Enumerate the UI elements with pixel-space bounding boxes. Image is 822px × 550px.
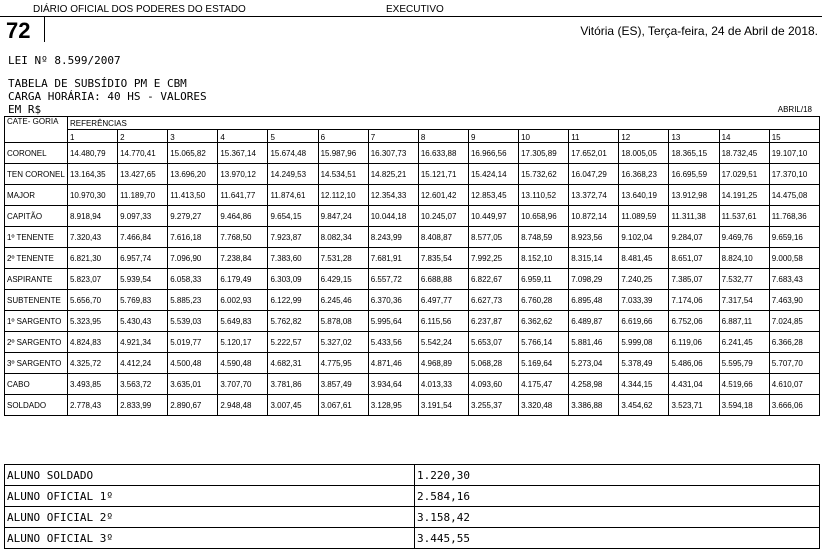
salary-value: 7.992,25 [468, 248, 518, 269]
salary-value: 4.412,24 [118, 353, 168, 374]
salary-value: 9.654,15 [268, 206, 318, 227]
salary-value: 5.327,02 [318, 332, 368, 353]
rank-label: SUBTENENTE [5, 290, 68, 311]
salary-value: 10.245,07 [418, 206, 468, 227]
salary-value: 13.372,74 [569, 185, 619, 206]
salary-value: 3.454,62 [619, 395, 669, 416]
salary-value: 8.243,99 [368, 227, 418, 248]
student-row [5, 465, 820, 486]
salary-value: 9.097,33 [118, 206, 168, 227]
student-row [5, 486, 820, 507]
salary-value: 2.778,43 [67, 395, 117, 416]
salary-value: 3.523,71 [669, 395, 719, 416]
salary-value: 7.096,90 [168, 248, 218, 269]
subsidy-table [4, 116, 820, 416]
salary-value: 13.696,20 [168, 164, 218, 185]
salary-value: 7.383,60 [268, 248, 318, 269]
rank-label: TEN CORONEL [5, 164, 68, 185]
reference-number: 1 [67, 130, 117, 143]
salary-value: 8.577,05 [468, 227, 518, 248]
table-row [5, 395, 820, 416]
salary-value: 7.033,39 [619, 290, 669, 311]
salary-value: 17.305,89 [519, 143, 569, 164]
rank-label: CAPITÃO [5, 206, 68, 227]
salary-value: 4.871,46 [368, 353, 418, 374]
salary-value: 6.241,45 [719, 332, 769, 353]
table-row [5, 227, 820, 248]
salary-value: 5.378,49 [619, 353, 669, 374]
salary-value: 6.303,09 [268, 269, 318, 290]
table-row [5, 185, 820, 206]
salary-value: 14.770,41 [118, 143, 168, 164]
reference-number: 4 [218, 130, 268, 143]
salary-value: 14.249,53 [268, 164, 318, 185]
salary-value: 14.534,51 [318, 164, 368, 185]
reference-number: 11 [569, 130, 619, 143]
salary-value: 11.874,61 [268, 185, 318, 206]
salary-value: 4.610,07 [769, 374, 819, 395]
salary-value: 9.279,27 [168, 206, 218, 227]
rank-label: 1º SARGENTO [5, 311, 68, 332]
rank-label: 1º TENENTE [5, 227, 68, 248]
salary-value: 13.110,52 [519, 185, 569, 206]
salary-value: 5.486,06 [669, 353, 719, 374]
salary-value: 13.912,98 [669, 185, 719, 206]
salary-value: 15.065,82 [168, 143, 218, 164]
salary-value: 9.469,76 [719, 227, 769, 248]
salary-value: 7.238,84 [218, 248, 268, 269]
salary-value: 6.627,73 [468, 290, 518, 311]
rank-label: CORONEL [5, 143, 68, 164]
rank-label: CABO [5, 374, 68, 395]
salary-value: 6.821,30 [67, 248, 117, 269]
date-line: Vitória (ES), Terça-feira, 24 de Abril de 2018. [580, 24, 818, 38]
reference-number: 3 [168, 130, 218, 143]
salary-value: 3.255,37 [468, 395, 518, 416]
table-row [5, 374, 820, 395]
salary-value: 6.688,88 [418, 269, 468, 290]
salary-value: 4.500,48 [168, 353, 218, 374]
salary-value: 5.762,82 [268, 311, 318, 332]
salary-value: 3.563,72 [118, 374, 168, 395]
salary-value: 15.674,48 [268, 143, 318, 164]
salary-value: 7.531,28 [318, 248, 368, 269]
salary-value: 6.237,87 [468, 311, 518, 332]
reference-number: 2 [118, 130, 168, 143]
salary-value: 5.542,24 [418, 332, 468, 353]
salary-value: 16.047,29 [569, 164, 619, 185]
currency-line: EM R$ [8, 103, 42, 116]
salary-value: 4.921,34 [118, 332, 168, 353]
salary-value: 3.191,54 [418, 395, 468, 416]
rank-label: 2º SARGENTO [5, 332, 68, 353]
salary-value: 5.881,46 [569, 332, 619, 353]
reference-number: 15 [769, 130, 819, 143]
rank-label: MAJOR [5, 185, 68, 206]
salary-value: 3.857,49 [318, 374, 368, 395]
salary-value: 5.430,43 [118, 311, 168, 332]
salary-value: 11.768,36 [769, 206, 819, 227]
table-row [5, 269, 820, 290]
salary-value: 2.833,99 [118, 395, 168, 416]
salary-value: 4.175,47 [519, 374, 569, 395]
salary-value: 7.174,06 [669, 290, 719, 311]
reference-number: 5 [268, 130, 318, 143]
salary-value: 13.427,65 [118, 164, 168, 185]
salary-value: 3.007,45 [268, 395, 318, 416]
workload-line: CARGA HORÁRIA: 40 HS - VALORES [8, 90, 207, 103]
salary-value: 4.682,31 [268, 353, 318, 374]
salary-value: 10.658,96 [519, 206, 569, 227]
salary-value: 7.463,90 [769, 290, 819, 311]
salary-value: 8.408,87 [418, 227, 468, 248]
salary-value: 3.386,88 [569, 395, 619, 416]
salary-value: 8.651,07 [669, 248, 719, 269]
salary-value: 9.659,16 [769, 227, 819, 248]
salary-value: 7.024,85 [769, 311, 819, 332]
salary-value: 5.707,70 [769, 353, 819, 374]
reference-number-row [5, 130, 820, 143]
salary-value: 7.616,18 [168, 227, 218, 248]
salary-value: 4.775,95 [318, 353, 368, 374]
reference-number: 8 [418, 130, 468, 143]
salary-value: 6.370,36 [368, 290, 418, 311]
salary-value: 5.999,08 [619, 332, 669, 353]
salary-value: 14.480,79 [67, 143, 117, 164]
rank-label: SOLDADO [5, 395, 68, 416]
referencias-header: REFERÊNCIAS [67, 117, 819, 130]
salary-value: 16.368,23 [619, 164, 669, 185]
student-value: 1.220,30 [415, 465, 820, 486]
table-row [5, 248, 820, 269]
salary-value: 5.939,54 [118, 269, 168, 290]
reference-number: 12 [619, 130, 669, 143]
salary-value: 5.273,04 [569, 353, 619, 374]
salary-value: 15.121,71 [418, 164, 468, 185]
student-label: ALUNO OFICIAL 2º [5, 507, 415, 528]
salary-value: 4.590,48 [218, 353, 268, 374]
salary-value: 11.641,77 [218, 185, 268, 206]
salary-value: 3.128,95 [368, 395, 418, 416]
salary-value: 10.970,30 [67, 185, 117, 206]
salary-value: 7.681,91 [368, 248, 418, 269]
salary-value: 15.367,14 [218, 143, 268, 164]
salary-value: 4.093,60 [468, 374, 518, 395]
salary-value: 5.222,57 [268, 332, 318, 353]
salary-value: 7.923,87 [268, 227, 318, 248]
salary-value: 15.732,62 [519, 164, 569, 185]
table-title: TABELA DE SUBSÍDIO PM E CBM [8, 77, 187, 90]
reference-number: 7 [368, 130, 418, 143]
salary-value: 16.966,56 [468, 143, 518, 164]
salary-value: 3.635,01 [168, 374, 218, 395]
salary-value: 15.987,96 [318, 143, 368, 164]
salary-value: 8.923,56 [569, 227, 619, 248]
salary-value: 10.044,18 [368, 206, 418, 227]
salary-value: 4.968,89 [418, 353, 468, 374]
salary-value: 4.519,66 [719, 374, 769, 395]
salary-value: 3.934,64 [368, 374, 418, 395]
table-row [5, 353, 820, 374]
month-label: ABRIL/18 [777, 105, 812, 114]
salary-value: 14.191,25 [719, 185, 769, 206]
reference-number: 6 [318, 130, 368, 143]
salary-value: 5.323,95 [67, 311, 117, 332]
salary-value: 6.957,74 [118, 248, 168, 269]
salary-value: 6.366,28 [769, 332, 819, 353]
salary-value: 6.115,56 [418, 311, 468, 332]
salary-value: 11.311,38 [669, 206, 719, 227]
salary-value: 14.475,08 [769, 185, 819, 206]
salary-value: 16.307,73 [368, 143, 418, 164]
salary-value: 6.002,93 [218, 290, 268, 311]
table-row [5, 332, 820, 353]
page-number: 72 [6, 18, 31, 43]
law-number: LEI Nº 8.599/2007 [8, 54, 121, 67]
salary-value: 7.532,77 [719, 269, 769, 290]
salary-value: 7.098,29 [569, 269, 619, 290]
salary-value: 6.122,99 [268, 290, 318, 311]
salary-value: 6.895,48 [569, 290, 619, 311]
salary-value: 18.732,45 [719, 143, 769, 164]
header-row [5, 117, 820, 130]
salary-value: 5.823,07 [67, 269, 117, 290]
reference-number: 9 [468, 130, 518, 143]
salary-value: 17.370,10 [769, 164, 819, 185]
salary-value: 3.666,06 [769, 395, 819, 416]
salary-value: 15.424,14 [468, 164, 518, 185]
salary-value: 4.824,83 [67, 332, 117, 353]
salary-value: 3.707,70 [218, 374, 268, 395]
salary-value: 7.385,07 [669, 269, 719, 290]
student-value: 3.158,42 [415, 507, 820, 528]
table-row [5, 143, 820, 164]
salary-value: 3.594,18 [719, 395, 769, 416]
table-row [5, 290, 820, 311]
salary-value: 5.649,83 [218, 311, 268, 332]
salary-value: 7.835,54 [418, 248, 468, 269]
salary-value: 12.112,10 [318, 185, 368, 206]
salary-value: 6.760,28 [519, 290, 569, 311]
salary-value: 5.539,03 [168, 311, 218, 332]
salary-value: 5.769,83 [118, 290, 168, 311]
salary-value: 6.058,33 [168, 269, 218, 290]
salary-value: 12.354,33 [368, 185, 418, 206]
salary-value: 5.068,28 [468, 353, 518, 374]
salary-value: 5.120,17 [218, 332, 268, 353]
student-row [5, 507, 820, 528]
salary-value: 8.315,14 [569, 248, 619, 269]
salary-value: 10.872,14 [569, 206, 619, 227]
salary-value: 6.752,06 [669, 311, 719, 332]
salary-value: 6.497,77 [418, 290, 468, 311]
salary-value: 16.695,59 [669, 164, 719, 185]
salary-value: 6.619,66 [619, 311, 669, 332]
salary-value: 11.413,50 [168, 185, 218, 206]
salary-value: 3.320,48 [519, 395, 569, 416]
salary-value: 11.089,59 [619, 206, 669, 227]
salary-value: 5.433,56 [368, 332, 418, 353]
salary-value: 7.683,43 [769, 269, 819, 290]
salary-value: 2.890,67 [168, 395, 218, 416]
salary-value: 4.344,15 [619, 374, 669, 395]
salary-value: 5.766,14 [519, 332, 569, 353]
salary-value: 6.959,11 [519, 269, 569, 290]
header-rule [0, 16, 822, 17]
salary-value: 6.179,49 [218, 269, 268, 290]
student-row [5, 528, 820, 549]
salary-value: 17.029,51 [719, 164, 769, 185]
salary-value: 7.320,43 [67, 227, 117, 248]
reference-number: 10 [519, 130, 569, 143]
salary-value: 5.653,07 [468, 332, 518, 353]
rank-label: ASPIRANTE [5, 269, 68, 290]
salary-value: 4.325,72 [67, 353, 117, 374]
table-row [5, 206, 820, 227]
salary-value: 5.885,23 [168, 290, 218, 311]
salary-value: 13.640,19 [619, 185, 669, 206]
salary-value: 8.748,59 [519, 227, 569, 248]
rank-label: 2º TENENTE [5, 248, 68, 269]
section-name: EXECUTIVO [386, 4, 444, 15]
salary-value: 8.082,34 [318, 227, 368, 248]
rank-label: 3º SARGENTO [5, 353, 68, 374]
salary-value: 6.557,72 [368, 269, 418, 290]
table-row [5, 164, 820, 185]
salary-value: 13.164,35 [67, 164, 117, 185]
categoria-header: CATE- GORIA [5, 117, 68, 143]
salary-value: 17.652,01 [569, 143, 619, 164]
salary-value: 4.431,04 [669, 374, 719, 395]
salary-value: 5.995,64 [368, 311, 418, 332]
reference-number: 13 [669, 130, 719, 143]
salary-value: 2.948,48 [218, 395, 268, 416]
salary-value: 7.768,50 [218, 227, 268, 248]
salary-value: 5.019,77 [168, 332, 218, 353]
salary-value: 9.284,07 [669, 227, 719, 248]
salary-value: 9.847,24 [318, 206, 368, 227]
salary-value: 8.824,10 [719, 248, 769, 269]
salary-value: 7.466,84 [118, 227, 168, 248]
salary-value: 6.887,11 [719, 311, 769, 332]
salary-value: 8.481,45 [619, 248, 669, 269]
salary-value: 3.781,86 [268, 374, 318, 395]
salary-value: 9.102,04 [619, 227, 669, 248]
salary-value: 6.822,67 [468, 269, 518, 290]
salary-value: 6.429,15 [318, 269, 368, 290]
salary-value: 12.853,45 [468, 185, 518, 206]
salary-value: 6.119,06 [669, 332, 719, 353]
table-row [5, 311, 820, 332]
salary-value: 18.365,15 [669, 143, 719, 164]
student-label: ALUNO SOLDADO [5, 465, 415, 486]
salary-value: 6.245,46 [318, 290, 368, 311]
salary-value: 9.000,58 [769, 248, 819, 269]
salary-value: 13.970,12 [218, 164, 268, 185]
salary-value: 9.464,86 [218, 206, 268, 227]
salary-value: 4.013,33 [418, 374, 468, 395]
students-table [4, 464, 820, 549]
salary-value: 3.493,85 [67, 374, 117, 395]
salary-value: 3.067,61 [318, 395, 368, 416]
student-value: 2.584,16 [415, 486, 820, 507]
student-value: 3.445,55 [415, 528, 820, 549]
salary-value: 4.258,98 [569, 374, 619, 395]
reference-number: 14 [719, 130, 769, 143]
salary-value: 5.595,79 [719, 353, 769, 374]
salary-value: 14.825,21 [368, 164, 418, 185]
journal-name: DIÁRIO OFICIAL DOS PODERES DO ESTADO [33, 4, 246, 15]
salary-value: 16.633,88 [418, 143, 468, 164]
salary-value: 19.107,10 [769, 143, 819, 164]
salary-value: 18.005,05 [619, 143, 669, 164]
salary-value: 12.601,42 [418, 185, 468, 206]
student-label: ALUNO OFICIAL 1º [5, 486, 415, 507]
salary-value: 6.489,87 [569, 311, 619, 332]
salary-value: 5.656,70 [67, 290, 117, 311]
salary-value: 6.362,62 [519, 311, 569, 332]
salary-value: 8.152,10 [519, 248, 569, 269]
page-number-divider [44, 17, 45, 42]
salary-value: 5.878,08 [318, 311, 368, 332]
salary-value: 8.918,94 [67, 206, 117, 227]
salary-value: 7.240,25 [619, 269, 669, 290]
salary-value: 10.449,97 [468, 206, 518, 227]
student-label: ALUNO OFICIAL 3º [5, 528, 415, 549]
salary-value: 7.317,54 [719, 290, 769, 311]
salary-value: 11.189,70 [118, 185, 168, 206]
salary-value: 5.169,64 [519, 353, 569, 374]
salary-value: 11.537,61 [719, 206, 769, 227]
